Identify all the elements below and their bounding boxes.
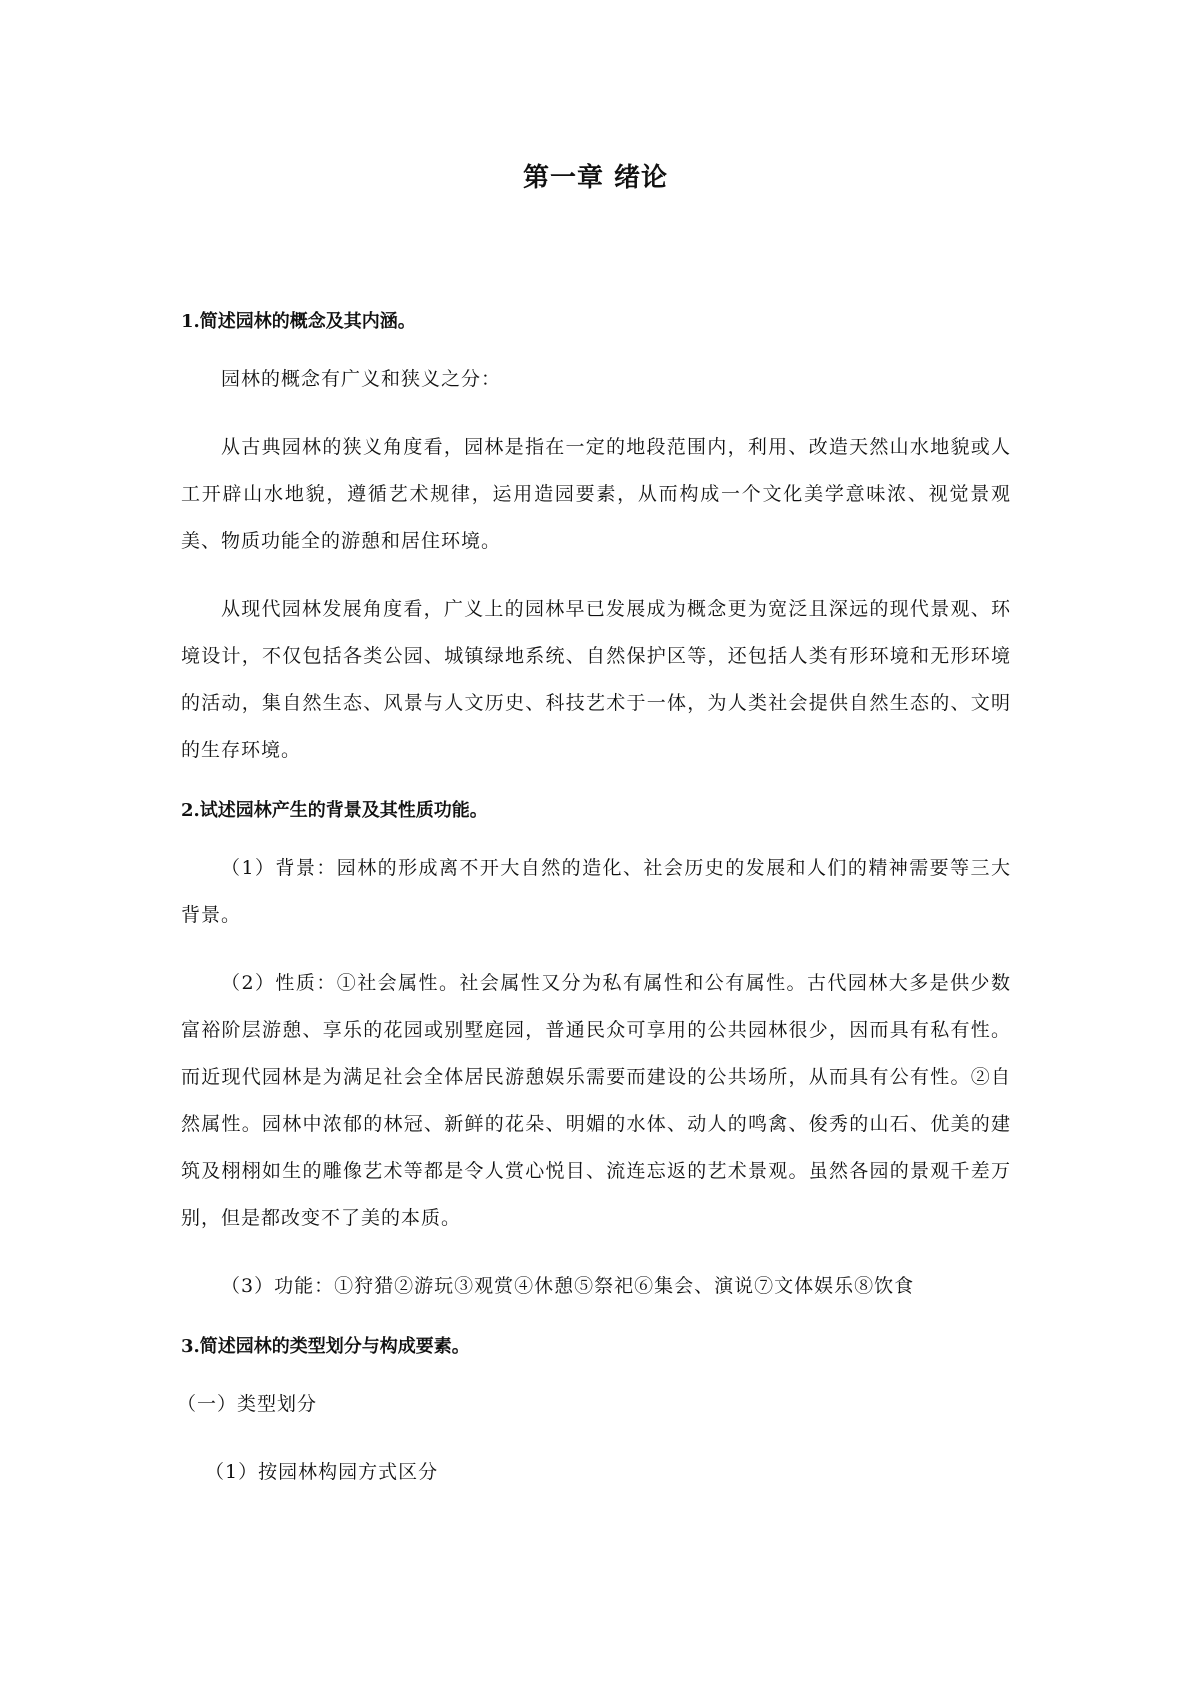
q2-paragraph-2: （2）性质：①社会属性。社会属性又分为私有属性和公有属性。古代园林大多是供少数富裕阶层游憩、享乐的花园或别墅庭园，普通民众可享用的公共园林很少，因而具有私有性。而近现代园林是为满足社会全体居民游憩娱乐需要而建设的公共场所，从而具有公有性。②自然属性。园林中浓郁的林冠、新鲜的花朵、明媚的水体、动人的鸣禽、俊秀的山石、优美的建筑及栩栩如生的雕像艺术等都是令人赏心悦目、流连忘返的艺术景观。虽然各园的景观千差万别，但是都改变不了美的本质。: [181, 972, 1011, 1229]
q1-paragraph-3: 从现代园林发展角度看，广义上的园林早已发展成为概念更为宽泛且深远的现代景观、环境设计，不仅包括各类公园、城镇绿地系统、自然保护区等，还包括人类有形环境和无形环境的活动，集自然生态、风景与人文历史、科技艺术于一体，为人类社会提供自然生态的、文明的生存环境。: [181, 598, 1011, 761]
question-1-heading: 1.简述园林的概念及其内涵。: [181, 311, 416, 332]
q3-subheading-types: （一）类型划分: [177, 1393, 318, 1415]
q2-paragraph-1: （1）背景：园林的形成离不开大自然的造化、社会历史的发展和人们的精神需要等三大背景。: [181, 857, 1011, 926]
q3-subheading-method: （1）按园林构园方式区分: [205, 1461, 439, 1483]
q2-paragraph-3: （3）功能：①狩猎②游玩③观赏④休憩⑤祭祀⑥集会、演说⑦文体娱乐⑧饮食: [221, 1275, 915, 1297]
document-body: [177, 307, 1011, 1496]
q1-paragraph-1: 园林的概念有广义和狭义之分：: [221, 368, 502, 390]
chapter-title: 第一章 绪论: [522, 163, 669, 193]
question-2-heading: 2.试述园林产生的背景及其性质功能。: [181, 800, 488, 821]
question-3-heading: 3.简述园林的类型划分与构成要素。: [181, 1336, 470, 1357]
q1-paragraph-2: 从古典园林的狭义角度看，园林是指在一定的地段范围内，利用、改造天然山水地貌或人工开辟山水地貌，遵循艺术规律，运用造园要素，从而构成一个文化美学意味浓、视觉景观美、物质功能全的游憩和居住环境。: [181, 436, 1011, 552]
